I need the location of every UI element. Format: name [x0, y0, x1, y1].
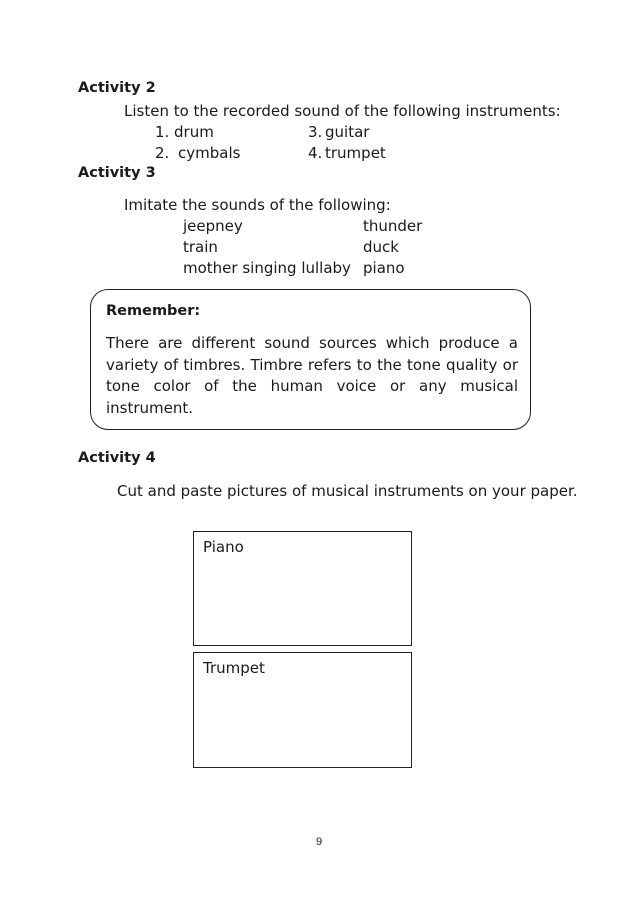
list-item-drum: drum — [174, 123, 214, 141]
list-item-train: train — [183, 238, 218, 256]
page-number: 9 — [316, 836, 323, 848]
activity-4-heading: Activity 4 — [78, 450, 156, 466]
list-item-mother-singing-lullaby: mother singing lullaby — [183, 259, 351, 277]
list-item-guitar: guitar — [325, 123, 370, 141]
list-item-duck: duck — [363, 238, 399, 256]
list-item-number: 2. — [155, 144, 170, 162]
list-item-number: 1. — [155, 123, 170, 141]
list-item-piano: piano — [363, 259, 405, 277]
list-item-thunder: thunder — [363, 217, 423, 235]
paste-box-piano — [193, 531, 412, 646]
activity-4-instruction: Cut and paste pictures of musical instruments on your paper. — [117, 482, 578, 500]
paste-box-label: Trumpet — [203, 659, 265, 677]
remember-title: Remember: — [106, 303, 201, 319]
list-item-jeepney: jeepney — [183, 217, 243, 235]
list-item-cymbals: cymbals — [178, 144, 241, 162]
remember-callout-box — [90, 289, 531, 430]
remember-body: There are different sound sources which produce a variety of timbres. Timbre refers to the tone quality or tone color of the human voice or any musical instrument. — [106, 334, 518, 417]
activity-2-instruction: Listen to the recorded sound of the following instruments: — [124, 102, 561, 120]
list-item-trumpet: trumpet — [325, 144, 386, 162]
paste-box-label: Piano — [203, 538, 244, 556]
paste-box-trumpet — [193, 652, 412, 768]
list-item-number: 4. — [308, 144, 323, 162]
activity-3-instruction: Imitate the sounds of the following: — [124, 196, 391, 214]
activity-3-heading: Activity 3 — [78, 165, 156, 181]
activity-2-heading: Activity 2 — [78, 80, 156, 96]
list-item-number: 3. — [308, 123, 323, 141]
